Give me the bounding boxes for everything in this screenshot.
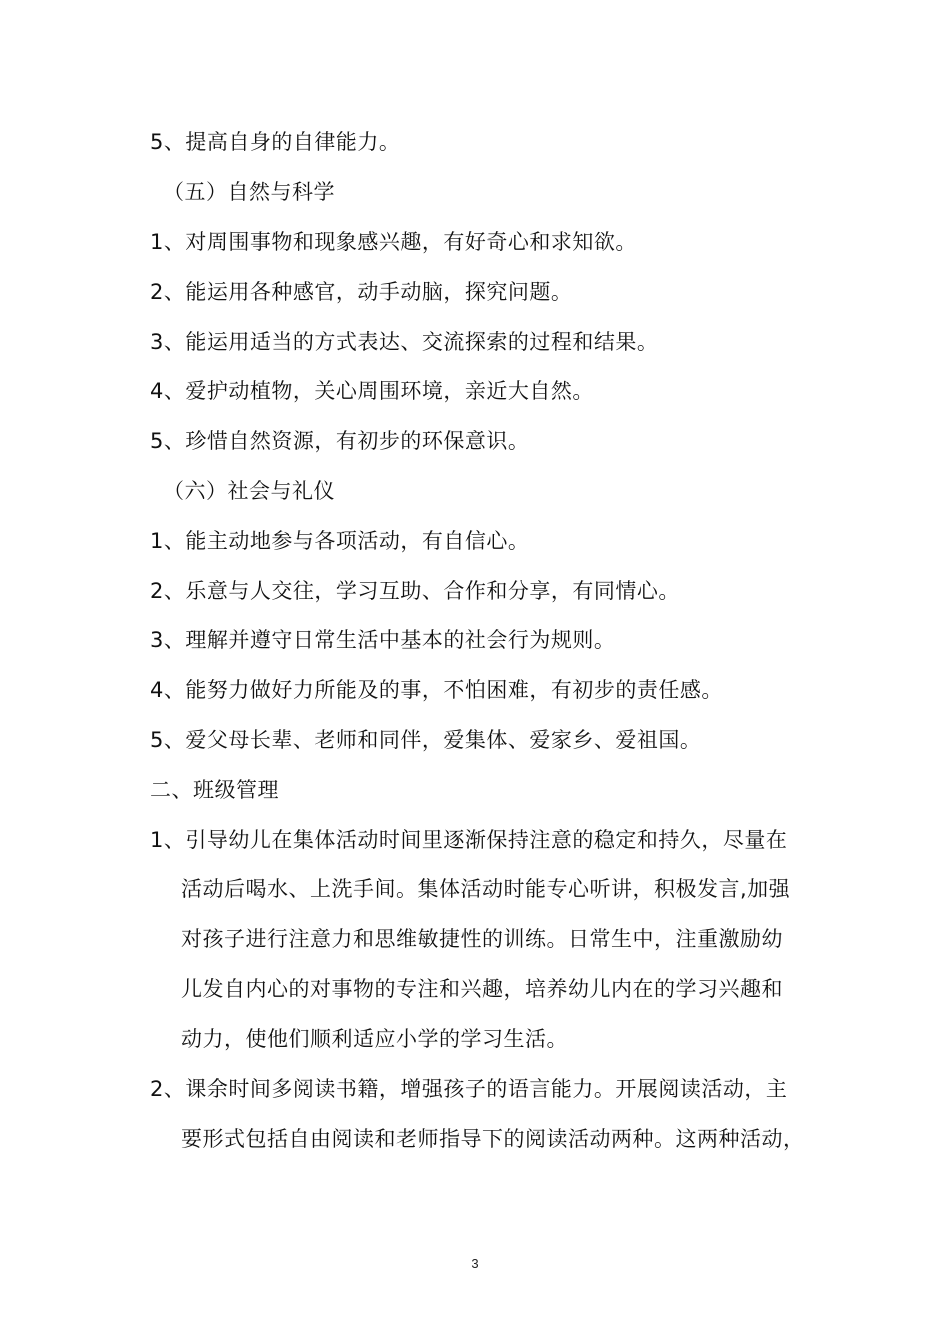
text-line: 5、爱父母长辈、老师和同伴，爱集体、爱家乡、爱祖国。 [150, 728, 702, 752]
text-line: 3、理解并遵守日常生活中基本的社会行为规则。 [150, 628, 616, 652]
text-line: 4、爱护动植物，关心周围环境，亲近大自然。 [150, 379, 594, 403]
text-line: 1、对周围事物和现象感兴趣，有好奇心和求知欲。 [150, 230, 637, 254]
text-line: 对孩子进行注意力和思维敏捷性的训练。日常生中，注重激励幼 [181, 927, 783, 951]
text-line: 1、引导幼儿在集体活动时间里逐渐保持注意的稳定和持久，尽量在 [150, 828, 788, 852]
section-heading: （六）社会与礼仪 [163, 479, 335, 503]
text-line: 儿发自内心的对事物的专注和兴趣，培养幼儿内在的学习兴趣和 [181, 977, 783, 1001]
text-line: 要形式包括自由阅读和老师指导下的阅读活动两种。这两种活动， [181, 1127, 805, 1151]
text-line: 2、能运用各种感官，动手动脑，探究问题。 [150, 280, 573, 304]
text-line: 2、课余时间多阅读书籍，增强孩子的语言能力。开展阅读活动，主 [150, 1077, 788, 1101]
text-line: 活动后喝水、上洗手间。集体活动时能专心听讲，积极发言,加强 [181, 877, 791, 901]
text-line: 4、能努力做好力所能及的事，不怕困难，有初步的责任感。 [150, 678, 723, 702]
text-line: 5、珍惜自然资源，有初步的环保意识。 [150, 429, 530, 453]
section-heading: （五）自然与科学 [163, 180, 335, 204]
text-line: 2、乐意与人交往，学习互助、合作和分享，有同情心。 [150, 579, 680, 603]
text-line: 动力，使他们顺利适应小学的学习生活。 [181, 1027, 568, 1051]
text-line: 3、能运用适当的方式表达、交流探索的过程和结果。 [150, 330, 659, 354]
section-heading: 二、班级管理 [150, 778, 279, 802]
text-line: 5、提高自身的自律能力。 [150, 130, 401, 154]
text-line: 1、能主动地参与各项活动，有自信心。 [150, 529, 530, 553]
page-number: 3 [471, 1256, 479, 1271]
